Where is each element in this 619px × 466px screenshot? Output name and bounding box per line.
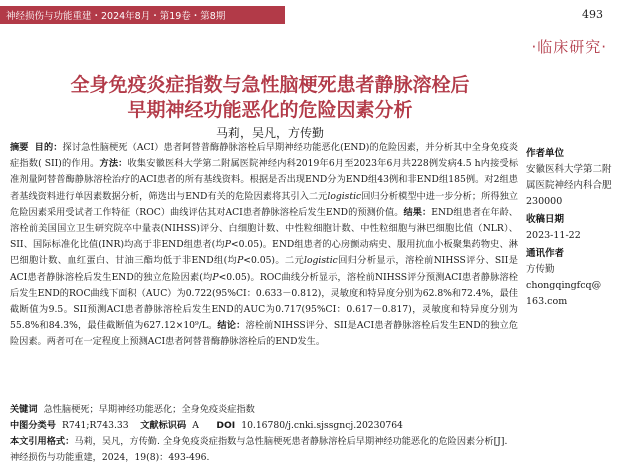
section-label: ·临床研究·	[531, 38, 607, 56]
received-label: 收稿日期	[526, 214, 565, 225]
results-p-2: P	[237, 255, 244, 267]
keywords-value: 急性脑梗死；早期神经功能恶化；全身免疫炎症指数	[43, 404, 255, 415]
results-p-1: P	[224, 239, 231, 251]
results-text-d: 回归分析显示，溶栓前NIHSS评分、SII是ACI患者静脉溶栓后发生END的独立危险因素(均	[10, 255, 518, 283]
results-text-b: <0.05)。END组患者的心房颤动病史、服用抗血小板聚集药物史、淋巴细胞计数、血红蛋白、甘油三酯均低于非END组(均	[10, 239, 518, 267]
journal-info: 神经损伤与功能重建・2024年8月・第19卷・第8期	[6, 11, 226, 22]
authors: 马莉，吴凡，方传勤	[215, 126, 324, 140]
citation-label: 本文引用格式：	[10, 436, 75, 447]
running-head	[0, 0, 619, 28]
abstract	[10, 140, 518, 351]
email-line-1[interactable]: chongqingfcq@	[526, 280, 602, 291]
doc-code-value: A	[192, 420, 199, 431]
citation	[10, 434, 518, 466]
classification-line	[10, 418, 518, 434]
doi-value[interactable]: 10.16780/j.cnki.sjssgncj.20230764	[241, 420, 403, 431]
corresponding-name: 方传勤	[526, 264, 555, 275]
methods-text-b: 回归分析模型中进一步分析；所得独立危险因素采用受试者工作特征（ROC）曲线评估其对ACI患者静脉溶栓后发生END的预测价值。	[10, 190, 518, 218]
received-value: 2023-11-22	[526, 230, 581, 241]
objective-text: 探讨急性脑梗死（ACI）患者阿替普酶静脉溶栓后早期神经功能恶化(END)的危险因素，并分析其中全身免疫炎症指数( SII)的作用。	[10, 142, 519, 170]
corresponding-label: 通讯作者	[526, 248, 565, 259]
conclusion-text: 溶栓前NIHSS评分、SII是ACI患者静脉溶栓后发生END的独立危险因素。两者可在一定程度上预测ACI患者阿替普酶静脉溶栓后的END发生。	[10, 320, 518, 348]
conclusion-label: 结论：	[217, 320, 246, 332]
results-label: 结果：	[403, 206, 432, 218]
citation-text: 马莉，吴凡，方传勤. 全身免疫炎症指数与急性脑梗死患者静脉溶栓后早期神经功能恶化的危险因素分析[J]. 神经损伤与功能重建，2024，19(8)：493-496.	[10, 436, 508, 463]
email-line-2[interactable]: 163.com	[526, 296, 568, 307]
results-text-c: <0.05)。二元	[243, 255, 305, 267]
abstract-label: 摘要	[10, 142, 29, 153]
doc-code-label: 文献标识码	[140, 420, 187, 431]
keywords	[10, 402, 518, 418]
page-number: 493	[582, 8, 603, 21]
results-text-a: END组患者在年龄、溶栓前美国国立卫生研究院卒中量表(NIHSS)评分、白细胞计数、中性粒细胞计数、中性粒细胞与淋巴细胞比值（NLR）、SII、国际标准化比值(INR)均高于非END组患者(均	[10, 206, 518, 251]
results-text-e: <0.05)。ROC曲线分析显示，溶栓前NIHSS评分预测ACI患者静脉溶栓后发生END的ROC曲线下面积（AUC）为0.722(95%CI：0.633－0.812)，灵敏度和特异度分别为62.8%和72.4%，最佳截断值为9.5。SII预测ACI患者静脉溶栓后发生END的AUC为0.717(95%CI：0.617－0.817)，灵敏度和特异度分别为55.8%和84.3%，最佳截断值为627.12×10⁹/L。	[10, 271, 518, 332]
methods-text-a: 收集安徽医科大学第二附属医院神经内科2019年6月至2023年6月共228例发病4.5 h内接受标准剂量阿替普酶静脉溶栓治疗的ACI患者的所有基线资料。根据是否出现END分为END组43例和非END组185例。对2组患者基线资料进行单因素数据分析，筛选出与END有关的危险因素将其引入二元	[10, 158, 519, 202]
author-sidebar	[526, 144, 616, 310]
affiliation-value: 安徽医科大学第二附属医院神经内科合肥 230000	[526, 164, 612, 207]
article-title-line-1: 全身免疫炎症指数与急性脑梗死患者静脉溶栓后	[70, 74, 470, 96]
clc-value: R741;R743.33	[61, 420, 129, 431]
methods-logistic: logistic	[327, 190, 362, 202]
results-logistic: logistic	[304, 255, 338, 267]
keywords-label: 关键词	[10, 404, 38, 415]
methods-label: 方法：	[99, 158, 128, 170]
doi-label: DOI	[216, 420, 236, 431]
affiliation-label: 作者单位	[526, 148, 565, 159]
clc-label: 中图分类号	[10, 420, 56, 431]
results-p-3: P	[212, 271, 219, 283]
objective-label: 目的：	[34, 142, 63, 153]
article-title-line-2: 早期神经功能恶化的危险因素分析	[127, 99, 413, 121]
